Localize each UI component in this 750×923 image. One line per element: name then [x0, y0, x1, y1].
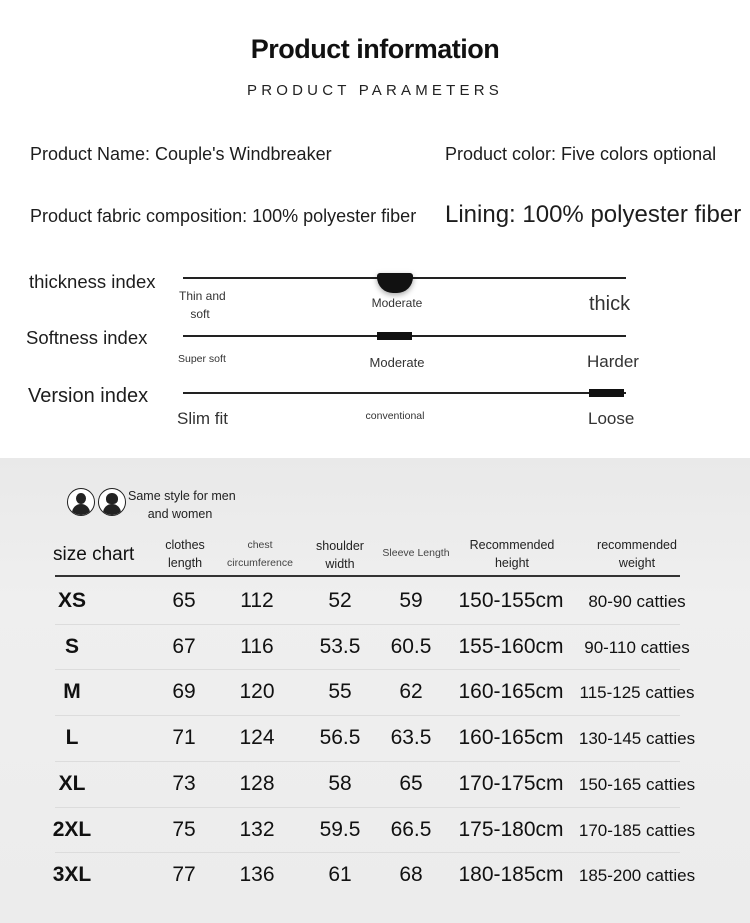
- sleeve-cell: 65: [399, 771, 423, 795]
- sleeve-cell: 62: [399, 680, 423, 704]
- same-style-badge: Same style for men and women: [128, 489, 236, 521]
- thickness-right-label: thick: [589, 293, 631, 315]
- version-scale-line: [183, 392, 626, 394]
- thickness-level-marker: [377, 273, 413, 293]
- clothes-length-cell: 71: [172, 726, 196, 750]
- shoulder-cell: 53.5: [319, 634, 361, 658]
- version-middle-label: conventional: [365, 410, 425, 422]
- chest-cell: 128: [239, 771, 275, 795]
- softness-level-marker: [377, 332, 412, 340]
- height-cell: 150-155cm: [458, 589, 564, 612]
- shoulder-cell: 58: [328, 771, 352, 795]
- size-cell: 3XL: [52, 863, 92, 887]
- header-sleeve-length: Sleeve Length: [382, 547, 450, 559]
- table-row: [55, 578, 686, 623]
- sleeve-cell: 66.5: [390, 817, 432, 841]
- clothes-length-cell: 67: [172, 634, 196, 658]
- header-shoulder-width: shoulder width: [316, 539, 364, 571]
- softness-right-label: Harder: [587, 352, 639, 371]
- weight-cell: 185-200 catties: [578, 866, 696, 886]
- size-chart-section: [0, 458, 750, 923]
- chest-cell: 120: [239, 680, 275, 704]
- chest-cell: 132: [239, 817, 275, 841]
- chest-cell: 124: [239, 726, 275, 750]
- height-cell: 155-160cm: [458, 634, 564, 658]
- size-cell: S: [64, 634, 79, 658]
- product-color: Product color: Five colors optional: [445, 144, 717, 164]
- weight-cell: 130-145 catties: [578, 729, 696, 749]
- version-level-marker: [589, 389, 624, 397]
- clothes-length-cell: 69: [172, 680, 196, 704]
- header-clothes-length: clothes length: [165, 538, 205, 570]
- version-index-label: Version index: [28, 385, 149, 407]
- product-name: Product Name: Couple's Windbreaker: [30, 144, 332, 164]
- clothes-length-cell: 75: [172, 817, 196, 841]
- table-row: [55, 624, 690, 669]
- table-row: [55, 715, 696, 760]
- page-subtitle: PRODUCT PARAMETERS: [247, 82, 503, 99]
- size-chart-title: size chart: [53, 544, 135, 565]
- product-fabric: Product fabric composition: 100% polyester fiber: [30, 206, 417, 226]
- table-row: [55, 669, 695, 714]
- table-row: [52, 807, 696, 852]
- weight-cell: 115-125 catties: [579, 683, 695, 703]
- version-left-label: Slim fit: [177, 409, 228, 428]
- softness-index-label: Softness index: [26, 327, 148, 348]
- sleeve-cell: 63.5: [390, 726, 432, 750]
- size-cell: M: [63, 680, 81, 704]
- version-right-label: Loose: [588, 409, 635, 428]
- header-divider: [55, 575, 680, 577]
- header-recommended-weight: recommended weight: [597, 538, 677, 570]
- size-cell: XL: [58, 771, 86, 795]
- table-row: [52, 852, 696, 897]
- height-cell: 160-165cm: [458, 726, 564, 750]
- shoulder-cell: 52: [328, 589, 352, 612]
- male-avatar-icon: [67, 488, 95, 516]
- thickness-left-label: Thin and soft: [179, 289, 226, 321]
- height-cell: 160-165cm: [458, 680, 564, 704]
- weight-cell: 80-90 catties: [588, 592, 686, 611]
- clothes-length-cell: 77: [172, 863, 196, 887]
- clothes-length-cell: 65: [172, 589, 196, 612]
- header-recommended-height: Recommended height: [469, 538, 555, 570]
- weight-cell: 170-185 catties: [578, 820, 696, 840]
- size-cell: XS: [57, 589, 86, 612]
- weight-cell: 150-165 catties: [578, 774, 696, 794]
- height-cell: 170-175cm: [458, 771, 564, 795]
- weight-cell: 90-110 catties: [584, 637, 690, 657]
- thickness-index-label: thickness index: [29, 271, 156, 292]
- product-info-section: [0, 0, 750, 458]
- chest-cell: 112: [240, 589, 274, 612]
- thickness-middle-label: Moderate: [371, 296, 423, 310]
- sleeve-cell: 68: [399, 863, 423, 887]
- height-cell: 175-180cm: [458, 817, 564, 841]
- shoulder-cell: 61: [328, 863, 352, 887]
- clothes-length-cell: 73: [172, 771, 196, 795]
- softness-middle-label: Moderate: [369, 355, 425, 370]
- sleeve-cell: 59: [399, 589, 423, 612]
- chest-cell: 136: [239, 863, 275, 887]
- header-chest-circumference: chest circumference: [227, 539, 293, 569]
- softness-left-label: Super soft: [178, 353, 226, 365]
- chest-cell: 116: [240, 634, 274, 658]
- shoulder-cell: 56.5: [319, 726, 361, 750]
- page-title: Product information: [250, 34, 500, 64]
- product-lining: Lining: 100% polyester fiber: [445, 201, 742, 228]
- table-row: [55, 761, 696, 806]
- shoulder-cell: 59.5: [319, 817, 361, 841]
- female-avatar-icon: [98, 488, 126, 516]
- size-cell: L: [65, 726, 79, 750]
- sleeve-cell: 60.5: [390, 634, 432, 658]
- height-cell: 180-185cm: [458, 863, 564, 887]
- shoulder-cell: 55: [328, 680, 352, 704]
- size-cell: 2XL: [52, 817, 92, 841]
